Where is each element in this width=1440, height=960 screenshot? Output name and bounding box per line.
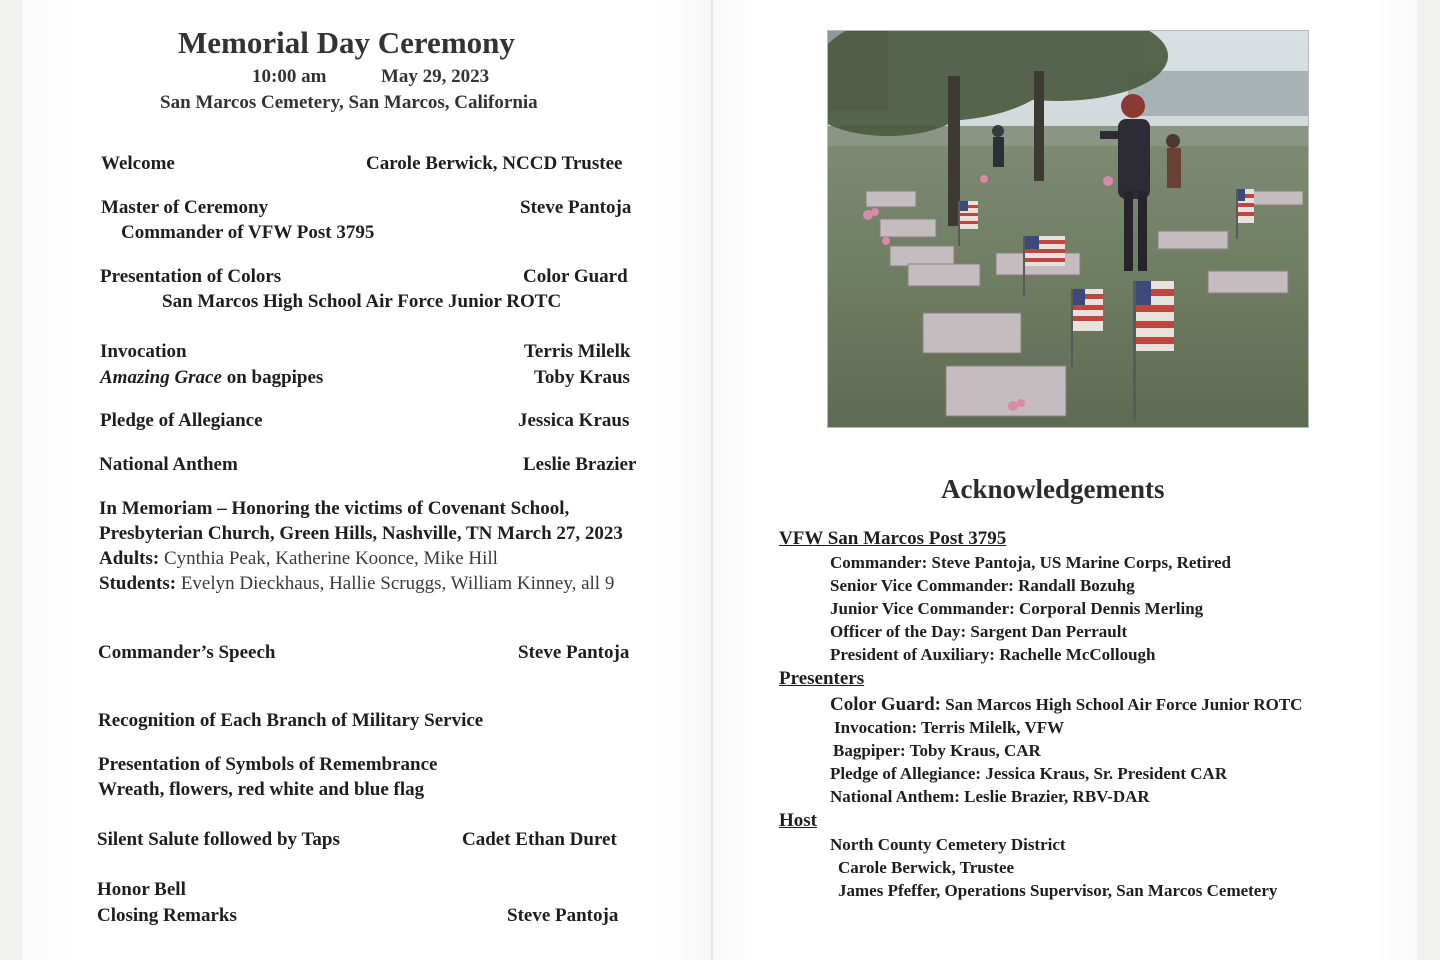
item-colors-label: Presentation of Colors: [100, 266, 282, 287]
item-pledge-label: Pledge of Allegiance: [100, 410, 263, 431]
item-closing-person: Steve Pantoja: [507, 905, 619, 926]
vfw-heading: VFW San Marcos Post 3795: [779, 528, 1007, 549]
color-guard-label: Color Guard:: [830, 694, 942, 715]
item-anthem-label: National Anthem: [99, 454, 238, 475]
item-invocation-person: Terris Milelk: [524, 341, 631, 362]
host-line: Carole Berwick, Trustee: [838, 858, 1015, 877]
item-anthem-person: Leslie Brazier: [523, 454, 637, 475]
item-taps-label: Silent Salute followed by Taps: [97, 829, 340, 850]
program-date: May 29, 2023: [381, 66, 490, 87]
item-bagpipes-person: Toby Kraus: [534, 367, 630, 388]
students-names: Evelyn Dieckhaus, Hallie Scruggs, William Kinney, all 9: [176, 573, 615, 594]
host-heading: Host: [779, 810, 817, 831]
vfw-line: Commander: Steve Pantoja, US Marine Corps, Retired: [830, 553, 1232, 572]
adults-label: Adults:: [99, 548, 160, 569]
item-recognition-label: Recognition of Each Branch of Military Service: [98, 710, 484, 731]
color-guard-value: San Marcos High School Air Force Junior ROTC: [941, 695, 1303, 714]
adults-names: Cynthia Peak, Katherine Koonce, Mike Hill: [159, 548, 498, 569]
program-time: 10:00 am: [252, 66, 327, 87]
item-pledge-person: Jessica Kraus: [518, 410, 630, 431]
presenters-line: Invocation: Terris Milelk, VFW: [834, 718, 1065, 737]
presenters-line: National Anthem: Leslie Brazier, RBV-DAR: [830, 787, 1150, 806]
memoriam-line-1: In Memoriam – Honoring the victims of Covenant School,: [99, 498, 570, 519]
page-fold: [711, 0, 713, 960]
presenters-heading: Presenters: [779, 668, 865, 689]
item-moc-sub: Commander of VFW Post 3795: [121, 222, 375, 243]
amazing-grace-title: Amazing Grace: [100, 367, 222, 388]
memoriam-students: [99, 573, 614, 595]
item-moc-label: Master of Ceremony: [101, 197, 269, 218]
students-label: Students:: [99, 573, 177, 594]
host-line: North County Cemetery District: [830, 835, 1066, 854]
presenters-color-guard: [830, 694, 1302, 716]
memoriam-line-2: Presbyterian Church, Green Hills, Nashville, TN March 27, 2023: [99, 523, 623, 544]
item-colors-sub: San Marcos High School Air Force Junior ROTC: [162, 291, 562, 312]
program-location: San Marcos Cemetery, San Marcos, California: [160, 92, 538, 113]
bagpipes-text: on bagpipes: [221, 367, 324, 388]
item-speech-label: Commander’s Speech: [98, 642, 276, 663]
vfw-line: President of Auxiliary: Rachelle McCollough: [830, 645, 1156, 664]
item-symbols-label: Presentation of Symbols of Remembrance: [98, 754, 438, 775]
item-colors-person: Color Guard: [523, 266, 628, 287]
item-welcome-person: Carole Berwick, NCCD Trustee: [366, 153, 623, 174]
item-moc-person: Steve Pantoja: [520, 197, 632, 218]
cemetery-photo-illustration: [828, 31, 1308, 427]
program-title: Memorial Day Ceremony: [178, 25, 515, 60]
item-welcome-label: Welcome: [101, 153, 175, 174]
item-bagpipes-label: [100, 367, 323, 389]
item-closing-label: Closing Remarks: [97, 905, 237, 926]
acknowledgements-title: Acknowledgements: [941, 474, 1165, 504]
item-taps-person: Cadet Ethan Duret: [462, 829, 617, 850]
item-bell-label: Honor Bell: [97, 879, 186, 900]
item-speech-person: Steve Pantoja: [518, 642, 630, 663]
memoriam-adults: [99, 548, 498, 570]
cemetery-photo: [827, 30, 1309, 428]
vfw-line: Officer of the Day: Sargent Dan Perrault: [830, 622, 1128, 641]
program-page-left: [22, 0, 712, 960]
presenters-line: Bagpiper: Toby Kraus, CAR: [833, 741, 1041, 760]
vfw-line: Senior Vice Commander: Randall Bozuhg: [830, 576, 1135, 595]
vfw-line: Junior Vice Commander: Corporal Dennis Merling: [830, 599, 1204, 618]
host-line: James Pfeffer, Operations Supervisor, San Marcos Cemetery: [838, 881, 1278, 900]
item-invocation-label: Invocation: [100, 341, 187, 362]
presenters-line: Pledge of Allegiance: Jessica Kraus, Sr. President CAR: [830, 764, 1228, 783]
item-symbols-sub: Wreath, flowers, red white and blue flag: [98, 779, 425, 800]
